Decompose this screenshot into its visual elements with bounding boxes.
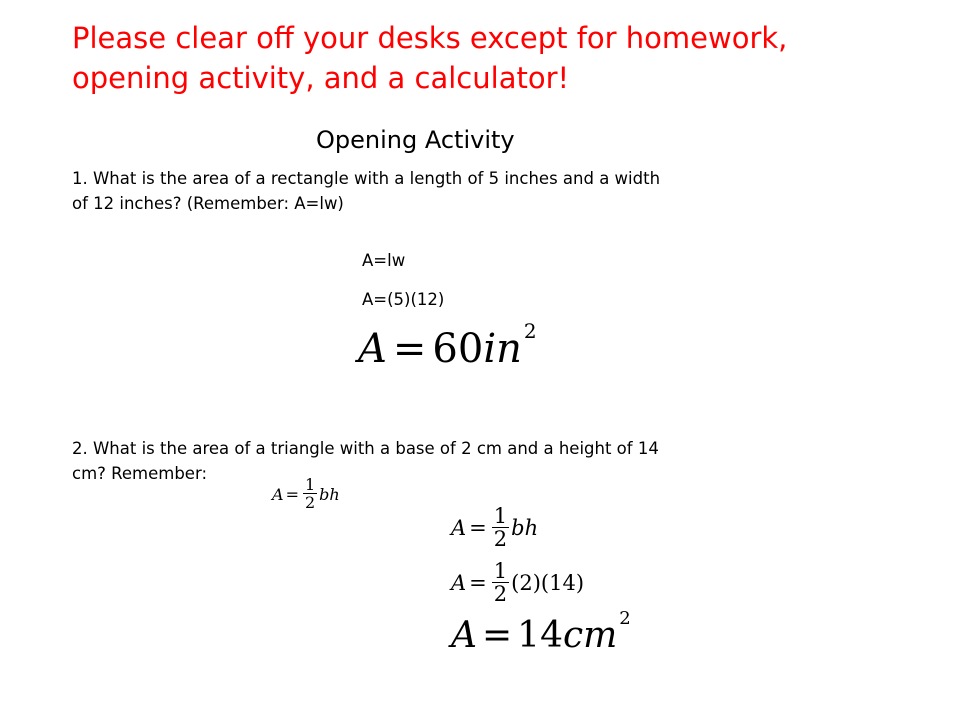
q2-step-2-equals: =: [469, 571, 487, 595]
q2-step-1-denominator: 2: [493, 527, 508, 551]
q1-step-1: A=lw: [362, 251, 406, 270]
question-2: [72, 436, 792, 486]
q2-step-1-fraction: [492, 506, 509, 550]
q2-answer-exponent: 2: [619, 608, 631, 630]
q2-step-2-fraction: [492, 561, 509, 605]
headline-line-1: Please clear off your desks except for homework,: [72, 21, 788, 55]
q2-formula-fraction: [303, 477, 317, 511]
headline-line-2: opening activity, and a calculator!: [72, 61, 570, 95]
q2-formula-denominator: 2: [304, 493, 316, 512]
page-title: Opening Activity: [316, 126, 515, 154]
q2-step-2-rest: (2)(14): [511, 571, 585, 595]
q2-answer-equals: =: [482, 614, 513, 656]
question-1: [72, 166, 792, 216]
q2-answer: [451, 608, 631, 658]
question-1-line-2: of 12 inches? (Remember: A=lw): [72, 194, 344, 213]
q2-step-1-numerator: 1: [493, 504, 508, 528]
q2-remember-formula: [272, 474, 340, 514]
q2-formula-lhs: A: [272, 484, 284, 504]
q1-answer-value: 60: [432, 326, 484, 372]
q1-answer-exponent: 2: [523, 319, 537, 343]
q1-answer-equals: =: [392, 326, 427, 372]
q2-step-1: [451, 505, 538, 551]
question-2-line-1: 2. What is the area of a triangle with a base of 2 cm and a height of 14: [72, 439, 659, 458]
q2-answer-unit: cm: [562, 614, 618, 656]
question-1-line-1: 1. What is the area of a rectangle with a length of 5 inches and a width: [72, 169, 661, 188]
q2-formula-equals: =: [285, 484, 299, 504]
headline: [72, 18, 932, 98]
q2-formula-vars: bh: [319, 484, 340, 504]
q2-answer-lhs: A: [451, 614, 477, 656]
q2-step-1-lhs: A: [451, 516, 467, 540]
q1-answer: [358, 319, 537, 372]
q2-formula-numerator: 1: [304, 475, 316, 494]
q1-step-2: A=(5)(12): [362, 290, 445, 309]
q1-answer-lhs: A: [358, 326, 387, 372]
question-2-line-2: cm? Remember:: [72, 464, 207, 483]
q2-step-2: [451, 560, 584, 606]
q2-answer-value: 14: [517, 614, 563, 656]
q2-step-2-numerator: 1: [493, 559, 508, 583]
q2-step-2-denominator: 2: [493, 582, 508, 606]
q2-step-1-equals: =: [469, 516, 487, 540]
q2-step-1-vars: bh: [511, 516, 539, 540]
q2-step-2-lhs: A: [451, 571, 467, 595]
q1-answer-unit: in: [483, 326, 522, 372]
